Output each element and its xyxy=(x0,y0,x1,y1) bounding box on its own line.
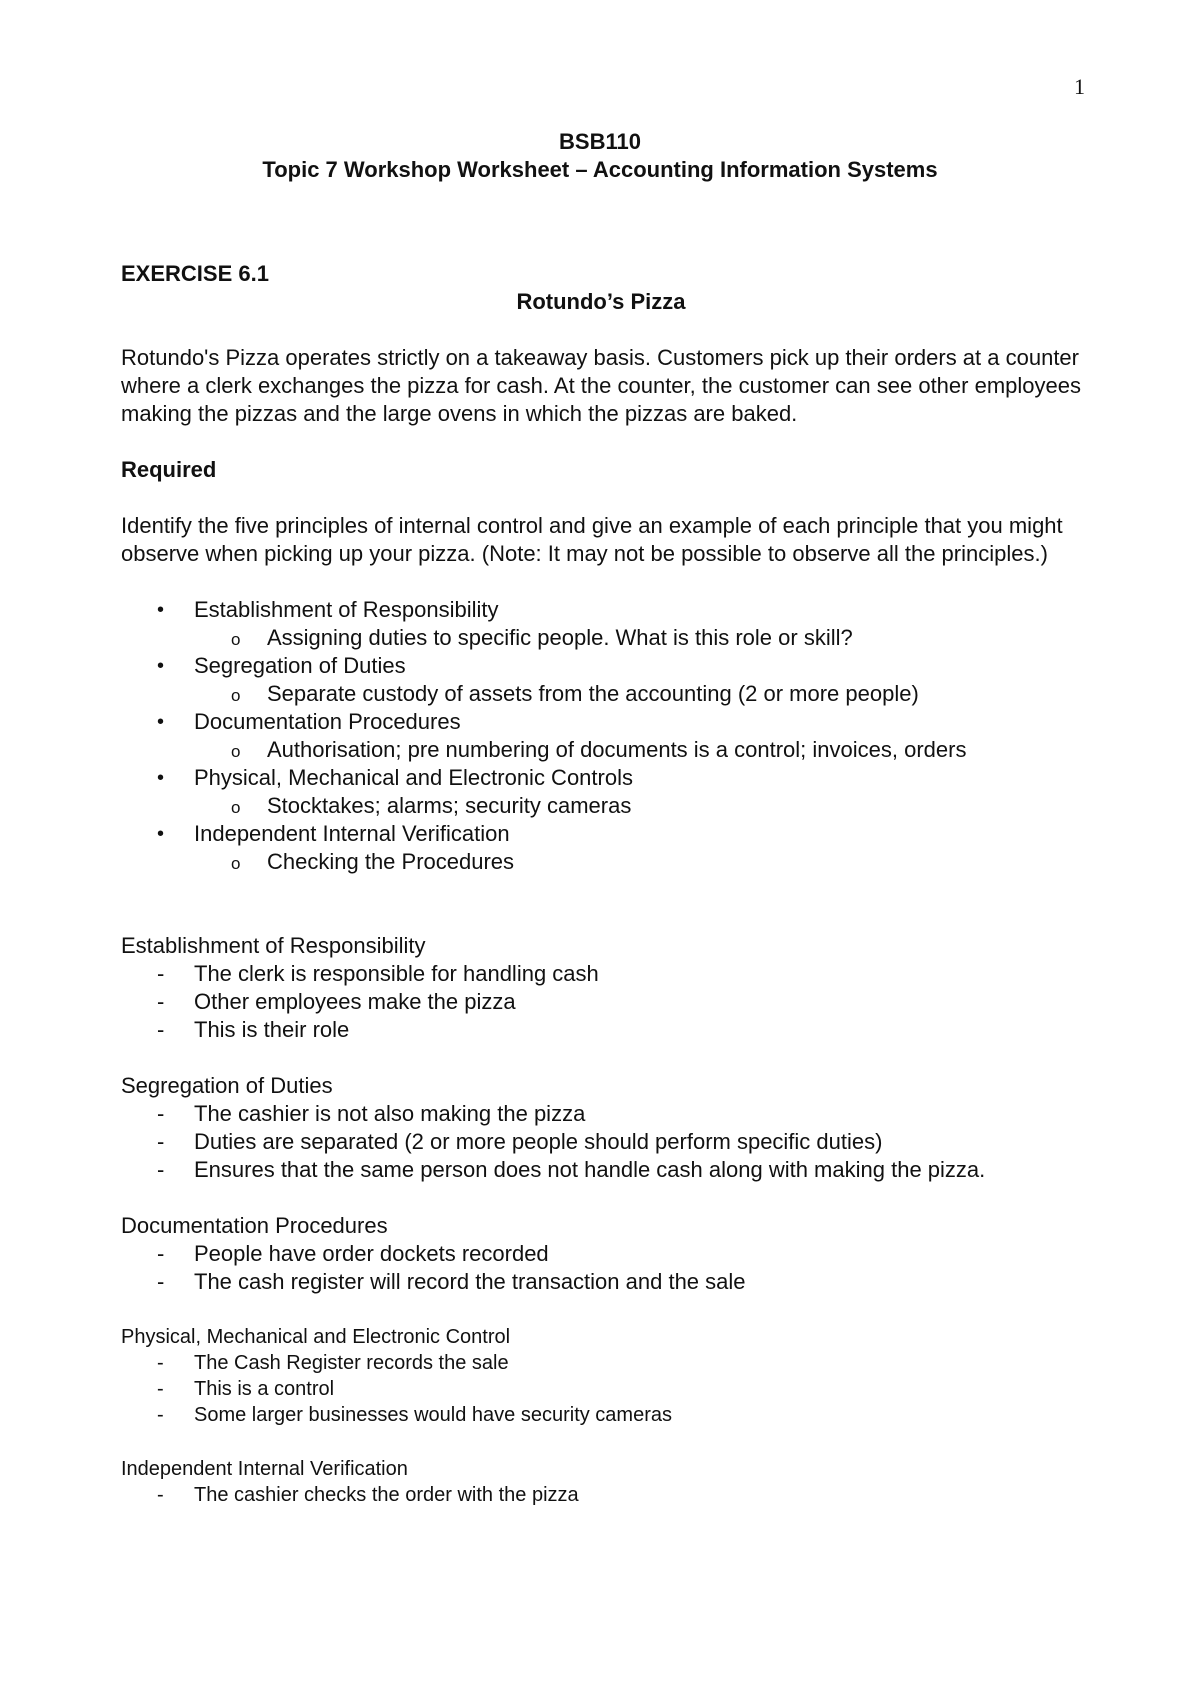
answer-text: The cash register will record the transaction and the sale xyxy=(194,1269,746,1294)
principle-item xyxy=(121,708,1081,764)
answer-text: The Cash Register records the sale xyxy=(194,1352,509,1374)
principle-detail: Authorisation; pre numbering of documents is a control; invoices, orders xyxy=(267,737,967,762)
answer-text: The cashier is not also making the pizza xyxy=(194,1101,586,1126)
circle-bullet-icon: o xyxy=(231,630,241,649)
document-header xyxy=(0,128,1200,184)
circle-bullet-icon: o xyxy=(231,854,241,873)
answer-text: The clerk is responsible for handling cash xyxy=(194,961,599,986)
answer-section-title: Establishment of Responsibility xyxy=(121,933,426,958)
circle-bullet-icon: o xyxy=(231,798,241,817)
answer-item xyxy=(121,1482,1081,1508)
answer-section-documentation xyxy=(121,1212,1081,1296)
document-body xyxy=(121,260,1081,1536)
answer-text: Duties are separated (2 or more people should perform specific duties) xyxy=(194,1129,883,1154)
answer-item xyxy=(121,1268,1081,1296)
principle-item xyxy=(121,764,1081,820)
answer-item xyxy=(121,1240,1081,1268)
principle-detail-row xyxy=(194,792,1081,820)
dash-bullet-icon: - xyxy=(157,1129,165,1154)
answer-item xyxy=(121,1376,1081,1402)
principle-title: Documentation Procedures xyxy=(194,709,461,734)
principle-item xyxy=(121,652,1081,708)
answer-section-physical xyxy=(121,1324,1081,1428)
answer-section-responsibility xyxy=(121,932,1081,1044)
answer-section-title: Physical, Mechanical and Electronic Control xyxy=(121,1326,511,1348)
bullet-icon: • xyxy=(157,823,165,845)
principle-detail-row xyxy=(194,680,1081,708)
answer-item xyxy=(121,1350,1081,1376)
answer-text: Some larger businesses would have security cameras xyxy=(194,1404,672,1426)
answer-item xyxy=(121,1402,1081,1428)
exercise-subtitle: Rotundo’s Pizza xyxy=(516,289,686,314)
bullet-icon: • xyxy=(157,767,165,789)
answer-item xyxy=(121,1156,1081,1184)
answer-text: The cashier checks the order with the pizza xyxy=(194,1484,579,1506)
answer-item xyxy=(121,1100,1081,1128)
principle-title: Segregation of Duties xyxy=(194,653,406,678)
bullet-icon: • xyxy=(157,711,165,733)
dash-bullet-icon: - xyxy=(157,1101,165,1126)
dash-bullet-icon: - xyxy=(157,989,165,1014)
principle-detail-row xyxy=(194,848,1081,876)
course-code: BSB110 xyxy=(559,129,641,154)
principle-detail: Separate custody of assets from the accounting (2 or more people) xyxy=(267,681,919,706)
answer-section-title: Segregation of Duties xyxy=(121,1073,333,1098)
principle-detail-row xyxy=(194,624,1081,652)
principle-title: Physical, Mechanical and Electronic Controls xyxy=(194,765,633,790)
dash-bullet-icon: - xyxy=(157,1157,165,1182)
answer-text: This is a control xyxy=(194,1378,335,1400)
answer-section-segregation xyxy=(121,1072,1081,1184)
document-title: Topic 7 Workshop Worksheet – Accounting Information Systems xyxy=(262,157,938,182)
answer-item xyxy=(121,1016,1081,1044)
principle-detail: Assigning duties to specific people. What is this role or skill? xyxy=(267,625,853,650)
dash-bullet-icon: - xyxy=(157,1404,164,1426)
page-number: 1 xyxy=(1074,74,1085,99)
principle-item xyxy=(121,820,1081,876)
dash-bullet-icon: - xyxy=(157,1484,164,1506)
answer-item xyxy=(121,960,1081,988)
answer-item xyxy=(121,988,1081,1016)
answer-text: This is their role xyxy=(194,1017,350,1042)
circle-bullet-icon: o xyxy=(231,686,241,705)
answer-text: Other employees make the pizza xyxy=(194,989,516,1014)
answer-section-verification xyxy=(121,1456,1081,1508)
answer-section-title: Independent Internal Verification xyxy=(121,1458,408,1480)
bullet-icon: • xyxy=(157,655,165,677)
principle-title: Independent Internal Verification xyxy=(194,821,510,846)
dash-bullet-icon: - xyxy=(157,1269,165,1294)
bullet-icon: • xyxy=(157,599,165,621)
dash-bullet-icon: - xyxy=(157,1378,164,1400)
principle-title: Establishment of Responsibility xyxy=(194,597,499,622)
dash-bullet-icon: - xyxy=(157,1017,165,1042)
answer-section-title: Documentation Procedures xyxy=(121,1213,388,1238)
principle-detail: Checking the Procedures xyxy=(267,849,515,874)
answer-text: People have order dockets recorded xyxy=(194,1241,549,1266)
required-heading: Required xyxy=(121,457,217,482)
principles-list xyxy=(121,596,1081,876)
answer-text: Ensures that the same person does not handle cash along with making the pizza. xyxy=(194,1157,986,1182)
exercise-label: EXERCISE 6.1 xyxy=(121,261,269,286)
instruction-paragraph: Identify the five principles of internal control and give an example of each principle that you might observe when picking up your pizza. (Note: It may not be possible to observe all the principles.) xyxy=(121,513,1063,566)
principle-item xyxy=(121,596,1081,652)
circle-bullet-icon: o xyxy=(231,742,241,761)
dash-bullet-icon: - xyxy=(157,961,165,986)
principle-detail: Stocktakes; alarms; security cameras xyxy=(267,793,632,818)
dash-bullet-icon: - xyxy=(157,1241,165,1266)
exercise-paragraph: Rotundo's Pizza operates strictly on a takeaway basis. Customers pick up their orders at a counter where a clerk exchanges the pizza for cash. At the counter, the customer can see other employees making the pizzas and the large ovens in which the pizzas are baked. xyxy=(121,345,1081,426)
answer-item xyxy=(121,1128,1081,1156)
principle-detail-row xyxy=(194,736,1081,764)
dash-bullet-icon: - xyxy=(157,1352,164,1374)
